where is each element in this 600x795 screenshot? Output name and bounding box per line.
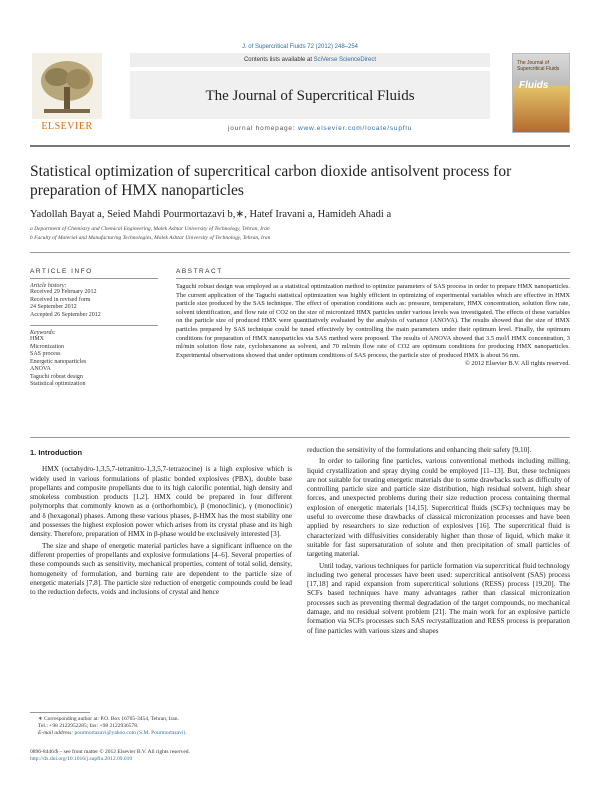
phone-fax: Tel.: +98 2122952285; fax: +98 2122936578. [38,723,139,729]
keyword: Energetic nanoparticles [30,358,87,365]
cover-word: Fluids [519,80,549,91]
article-info-label: ARTICLE INFO [30,268,93,275]
homepage-prefix: journal homepage: [227,125,299,132]
contents-prefix: Contents lists available at [243,57,314,63]
cover-title: The Journal of Supercritical Fluids [517,60,560,72]
abstract-bottom-divider [30,437,570,438]
abstract-label: ABSTRACT [176,268,223,275]
article-info [30,268,158,389]
sciencedirect-link[interactable]: SciVerse ScienceDirect [313,57,377,63]
abstract [176,268,570,367]
section-heading-introduction: 1. Introduction [30,448,83,457]
keyword: Statistical optimization [30,381,86,387]
affiliation-b: b Faculty of Material and Manufacturing Technologies, Malek Ashtar University of Technology, Tehran, Iran [30,235,271,241]
history-label: Article history: [30,283,67,289]
abstract-divider [176,278,570,279]
author-list: Yadollah Bayat a, Seied Mahdi Pourmortazavi b,∗, Hatef Iravani a, Hamideh Ahadi a [30,209,392,220]
journal-reference[interactable]: J. of Supercritical Fluids 72 (2012) 248–254 [241,44,359,50]
keyword: Micronization [30,343,64,350]
elsevier-tree-logo [32,53,102,119]
email-link[interactable]: pourmortazavi@yahoo.com (S.M. Pourmortazavi). [74,730,187,736]
publisher-logo-text: ELSEVIER [41,121,93,132]
doi-link[interactable]: http://dx.doi.org/10.1016/j.supflu.2012.09.010 [30,756,133,762]
corresponding-author: ∗ Corresponding author at: P.O. Box 16765-3454, Tehran, Iran. [38,716,179,722]
history-line: Received in revised form [30,296,91,303]
email-label: E-mail address: [38,730,75,736]
paragraph: Until today, various techniques for particle formation via supercritical fluid technology including two general processes have been used: supercritical antisolvent (SAS) process [17,18] and rapid expansion from supercritical solutions (RESS) process [19,20]. The SCFs based techniques have many advantages rather than classical micronization processes such as preventing thermal degradation of the target compounds, no mechanical damage, and no residual solvent problem [21]. The main work for an explosive particle formation via SCFs processes such SAS recrystallization and RESS process is preparation of fine particles with various sizes and shapes [307,561,570,635]
keyword: HMX [30,336,45,342]
history-line: 24 September 2012 [30,304,77,310]
paragraph: The size and shape of energetic material particles have a significant influence on the different properties of propellants and explosive formulations [4–6]. Several properties of these compounds such as sensitivity, mechanical properties, content of total solid, density, homogeneity of formulation, and burning rate are dependent to the particle size of energetic materials [7,8]. The particle size reduction of energetic compounds could be lead to the reduction defects, voids and inclusions of crystal and hence [30,541,292,597]
paragraph: reduction the sensitivity of the formulations and enhancing their safety [9,10]. [307,446,532,454]
affiliation-divider [30,252,570,253]
header-divider [30,145,570,147]
keyword: SAS process [30,351,61,357]
homepage-link[interactable]: www.elsevier.com/locate/supflu [298,125,413,132]
journal-title: The Journal of Supercritical Fluids [205,88,415,104]
paragraph: In order to tailoring fine particles, various conventional methods including milling, liquid crystallization and spray drying could be employed [11–13]. But, these techniques are not suitable for treating energetic materials due to some drawbacks such as difficulty of controlling particle size and particle size distribution, high residual solvent, high shear forces, and unexpected problems during their size reduction process containing thermal explosion of energetic materials [14,15]. Supercritical fluids (SCFs) techniques may be useful to overcome these drawbacks of classical micronization processes and have been applied by researchers to size reduction of explosives [16]. The supercritical fluid is characterized with diffusivities considerably higher than those of liquid, which make it suitable for fast supersaturation of solute and then precipitation of small particles of targeting material. [307,457,570,559]
history-line: Accepted 26 September 2012 [30,311,101,318]
issn-line: 0896-8446/$ – see front matter © 2012 Elsevier B.V. All rights reserved. [30,749,190,755]
keywords-label: Keywords: [30,330,56,336]
body-left-column [30,448,292,599]
publication-info [30,749,300,763]
paragraph: HMX (octahydro-1,3,5,7-tetranitro-1,3,5,7-tetrazocine) is a high explosive which is widely used in various formulations of plastic bonded explosives (PBX), double base propellants and composite propellants due to its high calorific potential, high density and smokeless combustion products [1,2]. HMX could be prepared in four different polymorphs that commonly known as α (orthorhombic), β (monoclinic), γ (monoclinic) and δ (hexagonal) phases. Among these various phases, β-HMX has the most stability one and possesses the highest explosion power which arises from its crystal phase and its high density. Therefore, preparation of HMX in β-phase would be exclusively interested [3]. [30,465,292,539]
history-line: Received 29 February 2012 [30,289,97,295]
journal-header [30,53,570,138]
article-title: Statistical optimization of supercritical carbon dioxide antisolvent process for preparation of HMX nanoparticles [30,163,512,199]
abstract-text: Taguchi robust design was employed as a statistical optimization method to optimize parameters of SAS process in order to prepare HMX nanoparticles. The current application of the Taguchi statistical optimization was highly efficient in optimizing of experimental variables which are effective in HMX particle size produced by the SAS technique. The effect of operation conditions such as: pressure, temperature, HMX concentration, solution flow rate, solvent identification, and flow rate of CO2 on the size of micronized HMX particles under various levels was investigated. The effects of these variables on the particle size of produced HMX were quantitatively evaluated by the analysis of variance (ANOVA). The results showed that the size of HMX particles prepared by SAS technique could be tuned effectively by controlling the main parameters under their optimum level. Finally, the optimum conditions for preparation of HMX nanoparticles via SAS method were proposed. The results of ANOVA showed that 3.5 mol/l HMX concentration, 3 ml/min solution flow rate, cyclohexanone as solvent, and 70 ml/min flow rate of CO2 are optimum conditions for producing HMX nanoparticles. Experimental observations showed that under optimum conditions of SAS process, the particle size of produced HMX is about 56 nm. [176,283,570,359]
affiliation-a: a Department of Chemistry and Chemical Engineering, Malek Ashtar University of Technology, Tehran, Iran [30,226,270,232]
journal-homepage [150,125,490,132]
info-divider [30,278,158,279]
info-divider [30,325,158,326]
keyword: Taguchi robust design [30,373,83,380]
footnotes [38,716,298,737]
contents-banner [130,53,490,67]
footnote-divider [30,712,90,713]
copyright: © 2012 Elsevier B.V. All rights reserved. [464,360,570,368]
body-right-column [307,446,570,638]
keyword: ANOVA [30,366,51,372]
journal-cover-image [512,53,570,133]
